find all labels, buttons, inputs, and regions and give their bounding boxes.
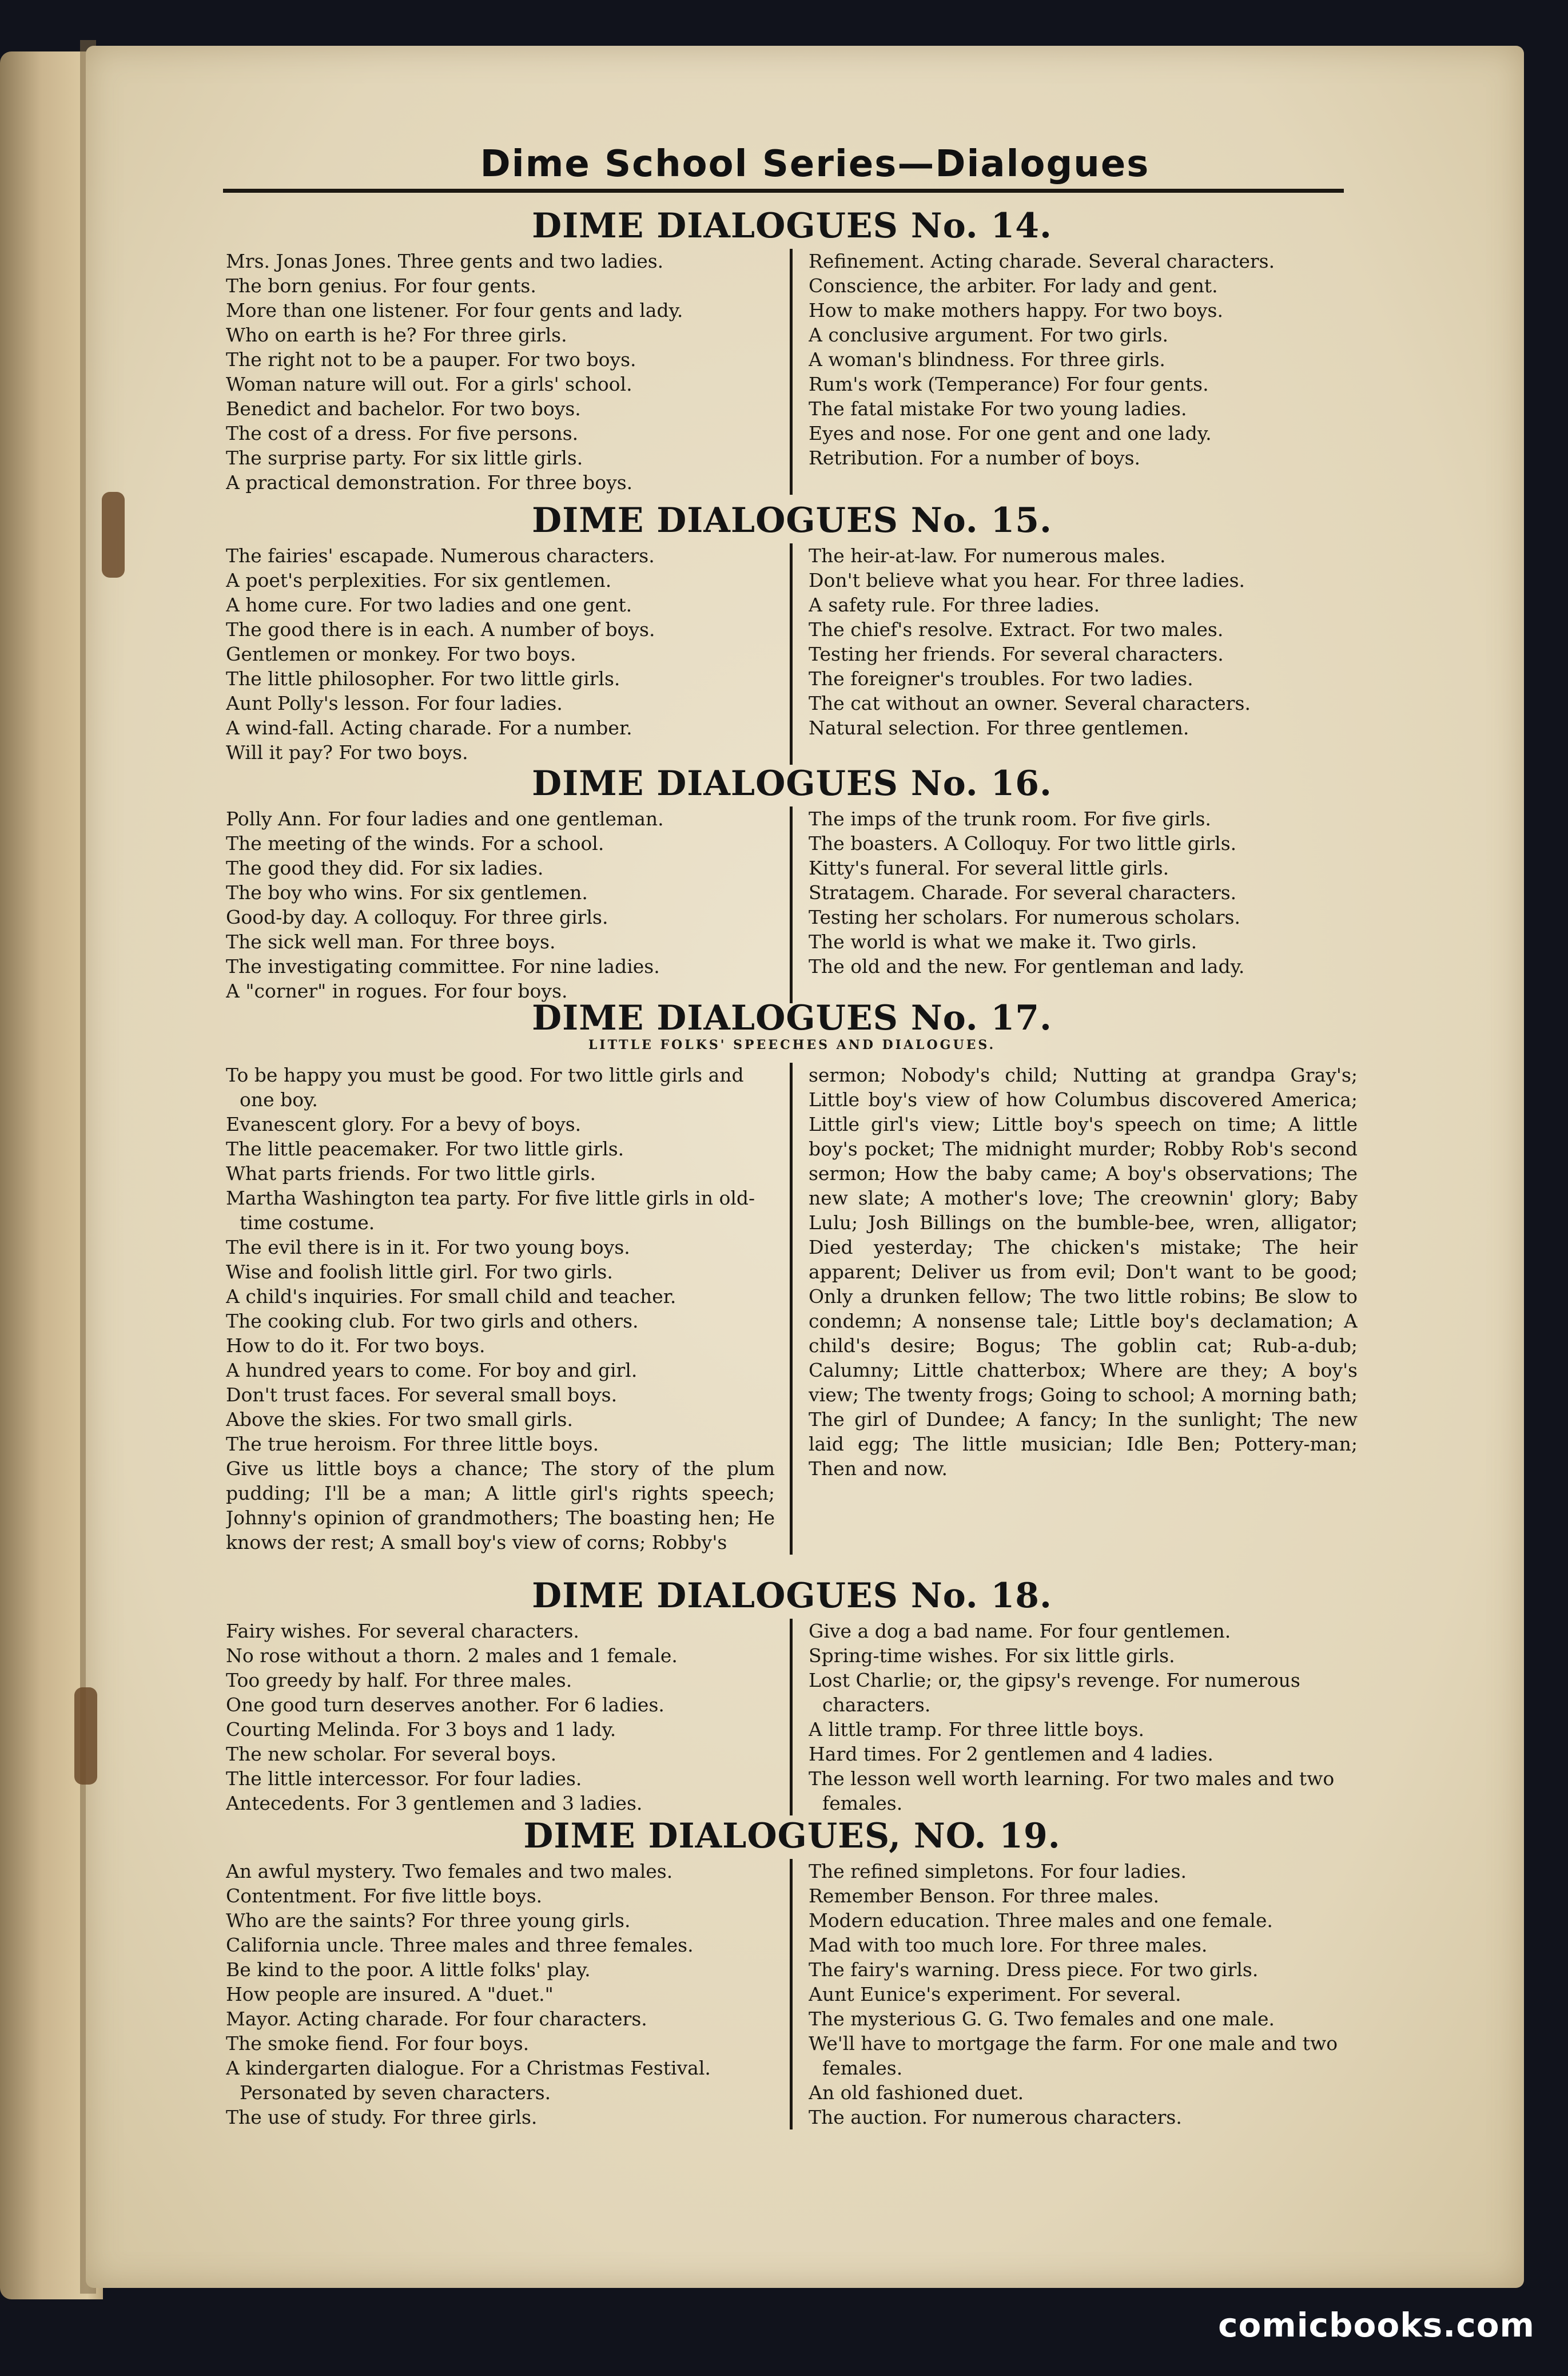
list-item: Refinement. Acting charade. Several characters. [809, 250, 1275, 272]
list-item: Mrs. Jonas Jones. Three gents and two ladies. [226, 250, 664, 272]
list-item: To be happy you must be good. For two little girls and one boy. [226, 1064, 744, 1111]
list-item: Hard times. For 2 gentlemen and 4 ladies. [809, 1743, 1213, 1765]
list-item: The fairies' escapade. Numerous characters. [226, 545, 655, 567]
list-item: The use of study. For three girls. [226, 2106, 538, 2128]
list-item: Good-by day. A colloquy. For three girls. [226, 906, 608, 928]
list-item: Don't believe what you hear. For three ladies. [809, 569, 1245, 591]
list-item: Rum's work (Temperance) For four gents. [809, 373, 1209, 395]
list-item: Conscience, the arbiter. For lady and gent. [809, 275, 1218, 297]
list-item: The little peacemaker. For two little girls. [226, 1138, 624, 1160]
list-item: Gentlemen or monkey. For two boys. [226, 643, 576, 665]
list-item: The cat without an owner. Several characters. [809, 692, 1251, 714]
section-subtitle: LITTLE FOLKS' SPEECHES AND DIALOGUES. [588, 1038, 996, 1052]
list-item: Who on earth is he? For three girls. [226, 324, 567, 346]
section-dialogues-17 [226, 995, 1358, 1555]
list-item: Antecedents. For 3 gentlemen and 3 ladies. [226, 1792, 643, 1814]
list-item: A little tramp. For three little boys. [809, 1718, 1144, 1741]
list-item: How to do it. For two boys. [226, 1334, 485, 1357]
left-column [226, 1619, 793, 1815]
list-item: Wise and foolish little girl. For two girls. [226, 1261, 613, 1283]
left-column [226, 249, 793, 495]
list-item: The sick well man. For three boys. [226, 931, 556, 953]
list-item: The cooking club. For two girls and others. [226, 1310, 639, 1332]
list-item: The boy who wins. For six gentlemen. [226, 881, 588, 904]
list-item: The evil there is in it. For two young boys. [226, 1236, 630, 1258]
list-item: The imps of the trunk room. For five girls. [809, 808, 1211, 830]
list-item: Contentment. For five little boys. [226, 1885, 543, 1907]
paragraph: Give us little boys a chance; The story of the plum pudding; I'll be a man; A little girl's rights speech; Johnny's opinion of grandmothers; The boasting hen; He knows der rest; A small boy's view of corns; Robby's [226, 1457, 775, 1553]
list-item: Modern education. Three males and one female. [809, 1909, 1273, 1932]
list-item: The cost of a dress. For five persons. [226, 422, 579, 444]
list-item: A poet's perplexities. For six gentlemen. [226, 569, 612, 591]
left-column [226, 543, 793, 765]
list-item: The true heroism. For three little boys. [226, 1433, 599, 1455]
list-item: We'll have to mortgage the farm. For one male and two females. [809, 2032, 1338, 2079]
list-item: The mysterious G. G. Two females and one male. [809, 2008, 1275, 2030]
list-item: A home cure. For two ladies and one gent. [226, 594, 632, 616]
list-item: An old fashioned duet. [809, 2081, 1024, 2104]
right-column [793, 806, 1358, 1003]
list-item: An awful mystery. Two females and two males. [226, 1860, 673, 1882]
left-column [226, 1063, 793, 1555]
list-item: The lesson well worth learning. For two males and two females. [809, 1767, 1335, 1814]
section-dialogues-18 [226, 1573, 1358, 1815]
list-item: Aunt Eunice's experiment. For several. [809, 1983, 1181, 2005]
list-item: A kindergarten dialogue. For a Christmas Festival. Personated by seven characters. [226, 2057, 711, 2104]
list-item: The meeting of the winds. For a school. [226, 832, 604, 855]
binding-stain [102, 492, 125, 578]
list-item: Eyes and nose. For one gent and one lady. [809, 422, 1212, 444]
list-item: The smoke fiend. For four boys. [226, 2032, 530, 2055]
section-title: DIME DIALOGUES No. 16. [532, 764, 1052, 804]
list-item: What parts friends. For two little girls. [226, 1162, 596, 1185]
list-item: The auction. For numerous characters. [809, 2106, 1182, 2128]
list-item: A conclusive argument. For two girls. [809, 324, 1169, 346]
list-item: Spring-time wishes. For six little girls. [809, 1644, 1175, 1667]
right-column [793, 1063, 1358, 1555]
right-column [793, 543, 1358, 765]
list-item: A hundred years to come. For boy and girl. [226, 1359, 638, 1381]
list-item: The right not to be a pauper. For two boys. [226, 348, 636, 371]
list-item: The new scholar. For several boys. [226, 1743, 557, 1765]
section-title: DIME DIALOGUES, NO. 19. [523, 1816, 1061, 1856]
list-item: The little philosopher. For two little girls. [226, 667, 620, 690]
page-header: Dime School Series—Dialogues [480, 143, 1150, 185]
list-item: One good turn deserves another. For 6 ladies. [226, 1694, 664, 1716]
right-column [793, 1859, 1358, 2129]
list-item: Fairy wishes. For several characters. [226, 1620, 579, 1642]
list-item: Who are the saints? For three young girls. [226, 1909, 631, 1932]
list-item: The good they did. For six ladies. [226, 857, 544, 879]
list-item: A practical demonstration. For three boys. [226, 471, 633, 494]
list-item: A "corner" in rogues. For four boys. [226, 980, 568, 1002]
section-title: DIME DIALOGUES No. 15. [532, 500, 1052, 541]
list-item: The surprise party. For six little girls. [226, 447, 583, 469]
list-item: The investigating committee. For nine ladies. [226, 955, 660, 978]
section-dialogues-15 [226, 498, 1358, 765]
list-item: Stratagem. Charade. For several characters. [809, 881, 1237, 904]
list-item: A safety rule. For three ladies. [809, 594, 1100, 616]
list-item: The refined simpletons. For four ladies. [809, 1860, 1187, 1882]
list-item: Testing her scholars. For numerous scholars. [809, 906, 1240, 928]
right-column [793, 1619, 1358, 1815]
list-item: The foreigner's troubles. For two ladies. [809, 667, 1193, 690]
list-item: A child's inquiries. For small child and teacher. [226, 1285, 676, 1308]
list-item: Woman nature will out. For a girls' school. [226, 373, 632, 395]
watermark: comicbooks.com [1218, 2306, 1535, 2345]
list-item: Don't trust faces. For several small boys. [226, 1384, 618, 1406]
list-item: Too greedy by half. For three males. [226, 1669, 572, 1691]
list-item: No rose without a thorn. 2 males and 1 female. [226, 1644, 678, 1667]
list-item: Aunt Polly's lesson. For four ladies. [226, 692, 563, 714]
list-item: How to make mothers happy. For two boys. [809, 299, 1223, 321]
list-item: More than one listener. For four gents and lady. [226, 299, 683, 321]
list-item: Will it pay? For two boys. [226, 741, 468, 764]
header-rule [223, 189, 1344, 193]
left-column [226, 806, 793, 1003]
list-item: The old and the new. For gentleman and lady. [809, 955, 1245, 978]
list-item: Evanescent glory. For a bevy of boys. [226, 1113, 582, 1135]
list-item: The chief's resolve. Extract. For two males. [809, 618, 1224, 641]
list-item: Courting Melinda. For 3 boys and 1 lady. [226, 1718, 616, 1741]
list-item: How people are insured. A "duet." [226, 1983, 554, 2005]
list-item: Be kind to the poor. A little folks' play. [226, 1958, 591, 1981]
list-item: The good there is in each. A number of boys. [226, 618, 655, 641]
list-item: The boasters. A Colloquy. For two little girls. [809, 832, 1237, 855]
right-column [793, 249, 1358, 495]
list-item: The little intercessor. For four ladies. [226, 1767, 582, 1790]
section-title: DIME DIALOGUES No. 14. [532, 206, 1052, 246]
binding-stain [74, 1687, 97, 1785]
list-item: The world is what we make it. Two girls. [809, 931, 1197, 953]
list-item: Mayor. Acting charade. For four characters. [226, 2008, 647, 2030]
list-item: Martha Washington tea party. For five little girls in old-time costume. [226, 1187, 755, 1234]
list-item: Above the skies. For two small girls. [226, 1408, 573, 1431]
list-item: The born genius. For four gents. [226, 275, 536, 297]
list-item: Natural selection. For three gentlemen. [809, 717, 1189, 739]
section-dialogues-19 [226, 1813, 1358, 2129]
list-item: The fairy's warning. Dress piece. For two girls. [809, 1958, 1259, 1981]
list-item: Remember Benson. For three males. [809, 1885, 1160, 1907]
list-item: Kitty's funeral. For several little girls. [809, 857, 1169, 879]
list-item: A woman's blindness. For three girls. [809, 348, 1165, 371]
section-dialogues-14 [226, 203, 1358, 495]
list-item: Give a dog a bad name. For four gentlemen. [809, 1620, 1231, 1642]
list-item: Testing her friends. For several characters. [809, 643, 1224, 665]
list-item: A wind-fall. Acting charade. For a number. [226, 717, 632, 739]
list-item: The fatal mistake For two young ladies. [809, 398, 1187, 420]
section-title: DIME DIALOGUES No. 17. [532, 998, 1052, 1038]
paragraph: sermon; Nobody's child; Nutting at grandpa Gray's; Little boy's view of how Columbus discovered America; Little girl's view; Little boy's speech on time; A little boy's pocket; The midnight murder; Robby Rob's second sermon; How the baby came; A boy's observations; The new slate; A mother's love; The creownin' glory; Baby Lulu; Josh Billings on the bumble-bee, wren, alligator; Died yesterday; The chicken's mistake; The heir apparent; Deliver us from evil; Don't want to be good; Only a drunken fellow; The two little robins; Be slow to condemn; A nonsense tale; Little boy's declamation; A child's desire; Bogus; The goblin cat; Rub-a-dub; Calumny; Little chatterbox; Where are they; A boy's view; The twenty frogs; Going to school; A morning bath; The girl of Dundee; A fancy; In the sunlight; The new laid egg; The little musician; Idle Ben; Pottery-man; Then and now. [809, 1064, 1358, 1480]
list-item: Benedict and bachelor. For two boys. [226, 398, 581, 420]
list-item: The heir-at-law. For numerous males. [809, 545, 1166, 567]
list-item: Lost Charlie; or, the gipsy's revenge. For numerous characters. [809, 1669, 1300, 1716]
left-column [226, 1859, 793, 2129]
section-title: DIME DIALOGUES No. 18. [532, 1576, 1052, 1616]
section-dialogues-16 [226, 761, 1358, 1003]
list-item: California uncle. Three males and three females. [226, 1934, 694, 1956]
list-item: Retribution. For a number of boys. [809, 447, 1140, 469]
list-item: Mad with too much lore. For three males. [809, 1934, 1208, 1956]
list-item: Polly Ann. For four ladies and one gentleman. [226, 808, 664, 830]
